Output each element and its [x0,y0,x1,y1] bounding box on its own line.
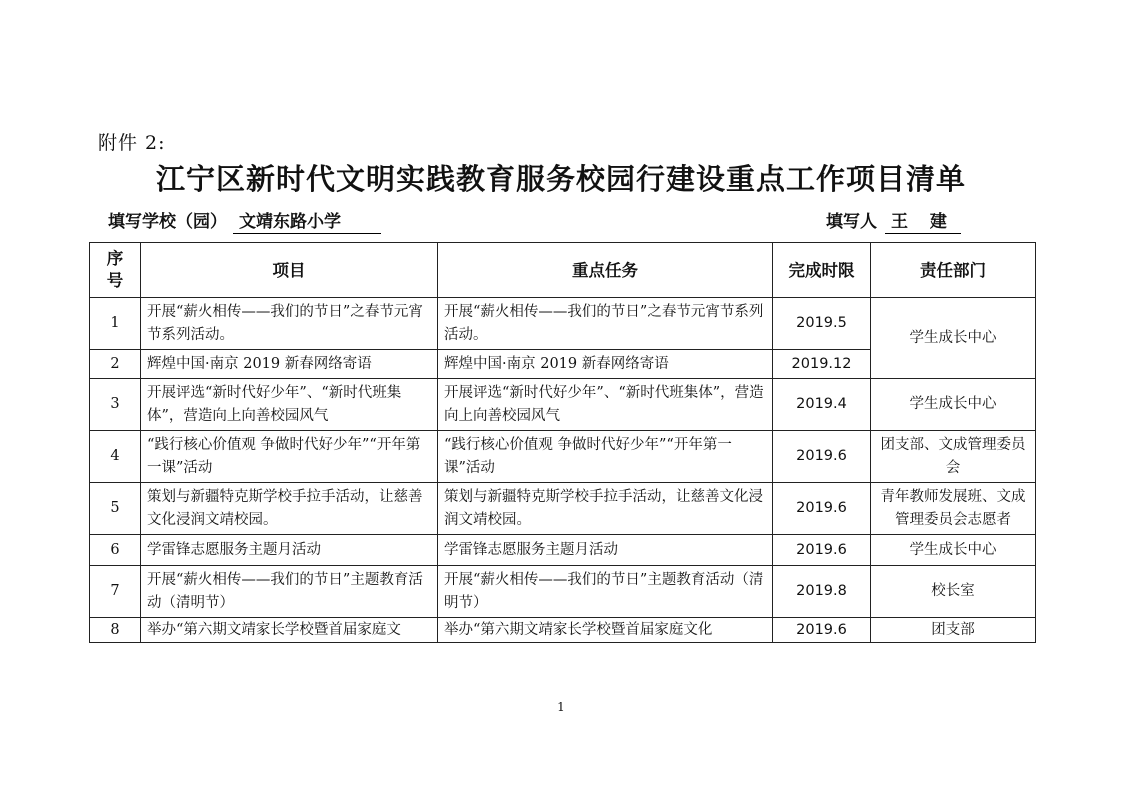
row-task: 开展评选“新时代好少年”、“新时代班集体”，营造向上向善校园风气 [438,379,773,431]
row-task: 学雷锋志愿服务主题月活动 [438,535,773,566]
row-task: 举办“第六期文靖家长学校暨首届家庭文化 [438,618,773,643]
row-num: 4 [90,431,141,483]
row-num: 6 [90,535,141,566]
row-project: 辉煌中国·南京 2019 新春网络寄语 [141,350,438,379]
row-num: 3 [90,379,141,431]
row-dept: 团支部 [871,618,1036,643]
row-deadline: 2019.8 [773,566,871,618]
filler-label: 填写人 [826,212,877,232]
row-deadline: 2019.6 [773,535,871,566]
table-row [90,566,1036,618]
table-row [90,618,1036,643]
row-deadline: 2019.5 [773,298,871,350]
header-task: 重点任务 [438,243,773,298]
table-row [90,431,1036,483]
row-project: 学雷锋志愿服务主题月活动 [141,535,438,566]
row-task: 策划与新疆特克斯学校手拉手活动，让慈善文化浸润文靖校园。 [438,483,773,535]
table-row [90,483,1036,535]
work-items-table [89,242,1036,643]
table-row [90,535,1036,566]
row-num: 1 [90,298,141,350]
header-num: 序号 [90,243,141,298]
row-project: 开展“薪火相传——我们的节日”之春节元宵节系列活动。 [141,298,438,350]
row-project: 开展“薪火相传——我们的节日”主题教育活动（清明节） [141,566,438,618]
header-dept: 责任部门 [871,243,1036,298]
attachment-label: 附件 2: [98,132,166,154]
row-num: 8 [90,618,141,643]
filler-value: 王 建 [885,207,961,234]
filler-line [826,207,961,234]
page-number: 1 [557,700,565,714]
row-dept: 学生成长中心 [871,535,1036,566]
table-row [90,379,1036,431]
row-dept: 青年教师发展班、文成管理委员会志愿者 [871,483,1036,535]
document-title: 江宁区新时代文明实践教育服务校园行建设重点工作项目清单 [155,162,966,196]
row-project: “践行核心价值观 争做时代好少年”“开年第一课”活动 [141,431,438,483]
row-project: 开展评选“新时代好少年”、“新时代班集体”，营造向上向善校园风气 [141,379,438,431]
row-deadline: 2019.6 [773,431,871,483]
school-line [108,207,381,234]
row-dept: 学生成长中心 [871,379,1036,431]
row-deadline: 2019.6 [773,483,871,535]
row-dept: 校长室 [871,566,1036,618]
row-num: 7 [90,566,141,618]
school-value: 文靖东路小学 [233,207,381,234]
row-task: “践行核心价值观 争做时代好少年”“开年第一课”活动 [438,431,773,483]
row-deadline: 2019.12 [773,350,871,379]
row-deadline: 2019.4 [773,379,871,431]
header-project: 项目 [141,243,438,298]
school-label: 填写学校（园） [108,212,227,232]
row-num: 2 [90,350,141,379]
row-task: 辉煌中国·南京 2019 新春网络寄语 [438,350,773,379]
table-header-row [90,243,1036,298]
row-task: 开展“薪火相传——我们的节日”之春节元宵节系列活动。 [438,298,773,350]
header-deadline: 完成时限 [773,243,871,298]
row-dept: 学生成长中心 [871,298,1036,379]
row-project: 策划与新疆特克斯学校手拉手活动，让慈善文化浸润文靖校园。 [141,483,438,535]
row-num: 5 [90,483,141,535]
row-project: 举办“第六期文靖家长学校暨首届家庭文 [141,618,438,643]
row-task: 开展“薪火相传——我们的节日”主题教育活动（清明节） [438,566,773,618]
row-deadline: 2019.6 [773,618,871,643]
row-dept: 团支部、文成管理委员会 [871,431,1036,483]
table-row [90,298,1036,350]
